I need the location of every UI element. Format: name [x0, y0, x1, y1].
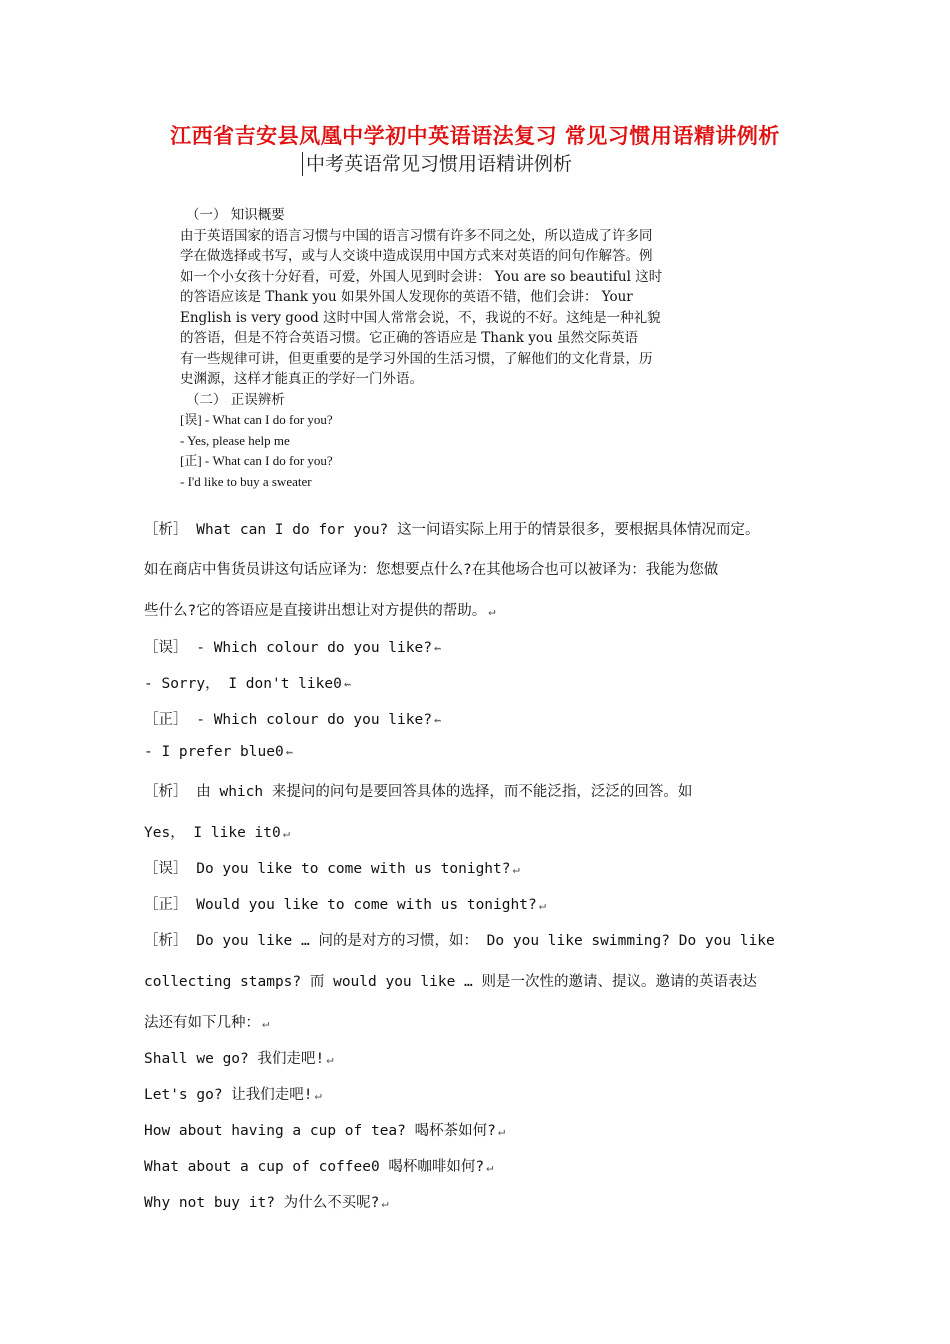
body-line: How about having a cup of tea? 喝杯茶如何? ↵	[144, 1123, 506, 1139]
paragraph-mark-icon: ↵	[486, 1160, 494, 1174]
body-line: ［析］ 由 which 来提问的问句是要回答具体的选择，而不能泛指，泛泛的回答。如	[144, 784, 693, 800]
intro-line: 如一个小女孩十分好看，可爱，外国人见到时会讲： You are so beautiful 这时	[180, 268, 663, 285]
intro-line: 的答语应该是 Thank you 如果外国人发现你的英语不错，他们会讲： Your	[180, 289, 633, 305]
body-line: ［正］ Would you like to come with us tonight? ↵	[144, 897, 546, 913]
body-line: 法还有如下几种： ↵	[144, 1015, 270, 1031]
paragraph-mark-icon: ↵	[326, 1052, 334, 1066]
section-heading: （一） 知识概要	[186, 207, 285, 223]
body-line: Yes， I like it0 ↵	[144, 825, 290, 841]
paragraph-mark-icon: ↵	[512, 862, 520, 876]
example-line: [正] - What can I do for you?	[180, 453, 333, 468]
intro-line: 由于英语国家的语言习惯与中国的语言习惯有许多不同之处，所以造成了许多同	[180, 227, 653, 244]
body-line: ［析］ What can I do for you? 这一问语实际上用于的情景很多，要根据具体情况而定。	[144, 522, 760, 538]
body-line: ［正］ - Which colour do you like? ⇜	[144, 712, 442, 728]
body-line: Let's go? 让我们走吧! ↵	[144, 1087, 322, 1103]
example-line: [误] - What can I do for you?	[180, 412, 333, 427]
section-heading: （二） 正误辨析	[186, 391, 285, 408]
document-title: 江西省吉安县凤凰中学初中英语语法复习 常见习惯用语精讲例析	[170, 124, 780, 148]
intro-line: 学在做选择或书写，或与人交谈中造成误用中国方式来对英语的问句作解答。例	[180, 248, 653, 264]
body-line: Why not buy it? 为什么不买呢? ↵	[144, 1195, 389, 1211]
paragraph-mark-icon: ↵	[282, 826, 290, 840]
intro-section	[180, 205, 720, 492]
paragraph-mark-icon: ↵	[497, 1124, 506, 1138]
body-line: 些什么?它的答语应是直接讲出想让对方提供的帮助。 ↵	[144, 603, 496, 619]
body-line: What about a cup of coffee0 喝杯咖啡如何? ↵	[144, 1159, 494, 1175]
paragraph-mark-icon: ↵	[488, 604, 496, 618]
paragraph-mark-icon: ↵	[262, 1016, 270, 1030]
intro-line: English is very good 这时中国人常常会说，不，我说的不好。这纯是一种礼貌	[180, 309, 661, 326]
example-line: - Yes, please help me	[180, 432, 290, 448]
intro-line: 史渊源，这样才能真正的学好一门外语。	[180, 371, 423, 387]
paragraph-mark-icon: ↵	[538, 898, 546, 912]
body-line: - I prefer blue0 ⇜	[144, 744, 293, 760]
body-line: ［误］ Do you like to come with us tonight? ↵	[144, 861, 520, 877]
intro-line: 的答语，但是不符合英语习惯。它正确的答语应是 Thank you 虽然交际英语	[180, 330, 638, 346]
body-line: ［析］ Do you like … 问的是对方的习惯，如： Do you like swimming? Do you like	[144, 933, 775, 949]
body-line: Shall we go? 我们走吧! ↵	[144, 1051, 334, 1067]
paragraph-mark-icon: ⇜	[343, 677, 352, 691]
paragraph-mark-icon: ⇜	[433, 641, 442, 655]
body-line: collecting stamps? 而 would you like … 则是一次性的邀请、提议。邀请的英语表达	[144, 974, 757, 990]
paragraph-mark-icon: ⇜	[285, 745, 293, 759]
document-subtitle: 中考英语常见习惯用语精讲例析	[302, 152, 572, 176]
paragraph-mark-icon: ⇜	[433, 713, 442, 727]
body-line: ［误］ - Which colour do you like? ⇜	[144, 640, 442, 656]
example-line: - I'd like to buy a sweater	[180, 473, 312, 489]
body-line: - Sorry， I don't like0 ⇜	[144, 676, 352, 692]
paragraph-mark-icon: ↵	[381, 1196, 389, 1210]
intro-line: 有一些规律可讲，但更重要的是学习外国的生活习惯，了解他们的文化背景，历	[180, 350, 653, 367]
body-line: 如在商店中售货员讲这句话应译为：您想要点什么?在其他场合也可以被译为：我能为您做	[144, 562, 719, 578]
paragraph-mark-icon: ↵	[314, 1088, 322, 1102]
